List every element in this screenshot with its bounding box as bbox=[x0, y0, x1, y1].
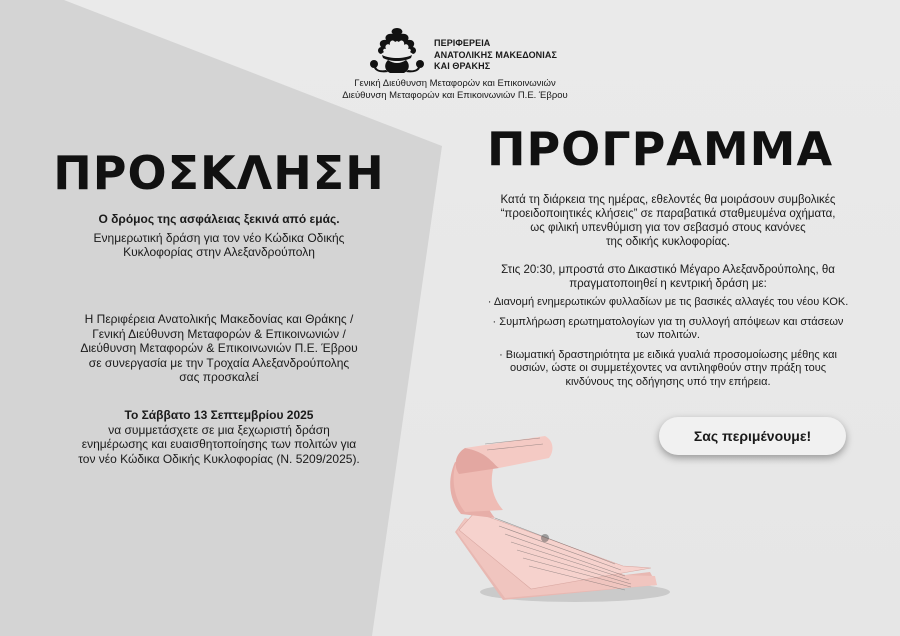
intro-line-1: Κατά τη διάρκεια της ημέρας, εθελοντές θα μοιράσουν συμβολικές bbox=[500, 194, 836, 206]
subtitle-line-2: Κυκλοφορίας στην Αλεξανδρούπολη bbox=[123, 245, 315, 259]
bullet-2-line-2: των πολιτών. bbox=[636, 329, 700, 341]
invitation-line-4: σε συνεργασία με την Τροχαία Αλεξανδρούπολης bbox=[88, 355, 350, 370]
invitation-date-block bbox=[0, 408, 438, 466]
bullet-1: · Διανομή ενημερωτικών φυλλαδίων με τις βασικές αλλαγές του νέου ΚΟΚ. bbox=[487, 296, 849, 308]
program-main bbox=[458, 263, 878, 291]
cta-pill: Σας περιμένουμε! bbox=[659, 417, 846, 455]
description-line-3: τον νέο Κώδικα Οδικής Κυκλοφορίας (Ν. 5209/2025). bbox=[78, 451, 360, 466]
bullet-2-line-1: · Συμπλήρωση ερωτηματολογίων για τη συλλογή απόψεων και στάσεων bbox=[492, 315, 844, 328]
ticket-booklet-illustration bbox=[425, 400, 670, 610]
org-name: ΠΕΡΙΦΕΡΕΙΑ ΑΝΑΤΟΛΙΚΗΣ ΜΑΚΕΔΟΝΙΑΣ ΚΑΙ ΘΡΑΚΗΣ bbox=[434, 38, 557, 71]
dept-line-1: Γενική Διεύθυνση Μεταφορών και Επικοινωνιών bbox=[354, 78, 556, 89]
invitation-line-3: Διεύθυνση Μεταφορών & Επικοινωνιών Π.Ε. Έβρου bbox=[80, 341, 358, 355]
slogan: Ο δρόμος της ασφάλειας ξεκινά από εμάς. bbox=[98, 212, 340, 226]
intro-line-4: της οδικής κυκλοφορίας. bbox=[605, 236, 730, 248]
program-title: ΠΡΟΓΡΑΜΜΑ bbox=[486, 122, 834, 176]
invitation-body bbox=[0, 312, 438, 385]
main-line-1: Στις 20:30, μπροστά στο Δικαστικό Μέγαρο Αλεξανδρούπολης, θα bbox=[501, 264, 835, 276]
invitation-title: ΠΡΟΣΚΛΗΣΗ bbox=[53, 146, 385, 200]
bullet-3-line-2: ουσιών, ώστε οι συμμετέχοντες να αντιληφθούν στην πράξη τους bbox=[509, 362, 827, 374]
description-line-1: να συμμετάσχετε σε μια ξεχωριστή δράση bbox=[108, 422, 330, 437]
bullet-3-line-3: κινδύνους της οδήγησης υπό την επήρεια. bbox=[565, 375, 771, 388]
intro-line-3: ως φιλική υπενθύμιση για τον σεβασμό στους κανόνες bbox=[530, 222, 806, 234]
invitation-intro bbox=[0, 212, 438, 260]
header bbox=[300, 20, 610, 110]
event-date: Το Σάββατο 13 Σεπτεμβρίου 2025 bbox=[124, 408, 314, 422]
bullet-3-line-1: · Βιωματική δραστηριότητα με ειδικά γυαλιά προσομοίωσης μέθης και bbox=[499, 348, 837, 361]
amphora-logo-icon bbox=[366, 24, 428, 76]
program-bullets bbox=[458, 296, 878, 389]
invitation-line-5: σας προσκαλεί bbox=[179, 370, 259, 384]
dept-line-2: Διεύθυνση Μεταφορών και Επικοινωνιών Π.Ε. Έβρου bbox=[342, 90, 568, 101]
intro-line-2: “προειδοποιητικές κλήσεις” σε παραβατικά σταθμευμένα οχήματα, bbox=[500, 208, 836, 220]
main-line-2: πραγματοποιηθεί η κεντρική δράση με: bbox=[569, 278, 767, 290]
invitation-line-1: Η Περιφέρεια Ανατολικής Μακεδονίας και Θράκης / bbox=[84, 312, 354, 326]
invitation-line-2: Γενική Διεύθυνση Μεταφορών & Επικοινωνιών / bbox=[92, 326, 346, 341]
subtitle-line-1: Ενημερωτική δράση για τον νέο Κώδικα Οδικής bbox=[93, 230, 345, 245]
program-intro bbox=[458, 193, 878, 249]
description-line-2: ενημέρωσης και ευαισθητοποίησης των πολιτών για bbox=[81, 437, 357, 451]
